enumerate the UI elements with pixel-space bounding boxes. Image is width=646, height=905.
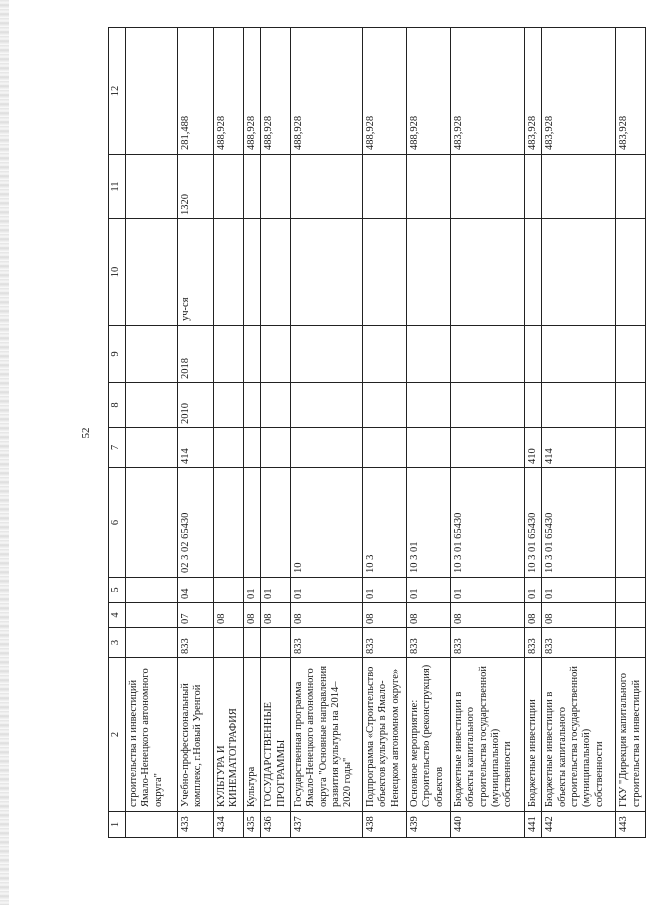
table-row <box>126 28 178 838</box>
table-cell-col9: 2018 <box>178 326 214 383</box>
table-cell-col10 <box>243 219 260 326</box>
table-cell-col1: 442 <box>542 812 616 838</box>
table-cell-col4: 08 <box>362 603 406 628</box>
table-cell-col8 <box>214 383 244 428</box>
table-cell-col9 <box>243 326 260 383</box>
table-row <box>290 28 362 838</box>
table-cell-col10 <box>406 219 450 326</box>
table-cell-col3: 833 <box>524 628 541 658</box>
table-cell-col5 <box>214 578 244 603</box>
table-cell-col1: 433 <box>178 812 214 838</box>
table-cell-col6: 10 3 01 65430 <box>524 468 541 578</box>
table-cell-col5: 01 <box>362 578 406 603</box>
table-cell-col8 <box>126 383 178 428</box>
table-cell-col11 <box>214 155 244 219</box>
table-cell-col12: 488,928 <box>362 28 406 155</box>
table-cell-col2: Бюджетные инвестиции в объекты капитального строительства государственной (муниципальной) собственности <box>542 658 616 812</box>
table-cell-col12: 483,928 <box>542 28 616 155</box>
table-cell-col10 <box>362 219 406 326</box>
table-cell-col7 <box>290 428 362 468</box>
table-cell-col1 <box>126 812 178 838</box>
table-cell-col9 <box>616 326 646 383</box>
table-cell-col12: 488,928 <box>243 28 260 155</box>
table-cell-col10 <box>542 219 616 326</box>
table-cell-col11 <box>616 155 646 219</box>
table-cell-col3: 833 <box>406 628 450 658</box>
table-cell-col8 <box>616 383 646 428</box>
table-cell-col7 <box>616 428 646 468</box>
table-cell-col9 <box>406 326 450 383</box>
table-cell-col10 <box>261 219 291 326</box>
table-cell-col4: 08 <box>406 603 450 628</box>
table-cell-col4: 08 <box>261 603 291 628</box>
header-cell-col10: 10 <box>109 219 126 326</box>
table-row <box>524 28 541 838</box>
table-cell-col4 <box>126 603 178 628</box>
table-cell-col3: 833 <box>178 628 214 658</box>
table-cell-col10 <box>450 219 524 326</box>
table-cell-col6 <box>261 468 291 578</box>
table-cell-col7 <box>261 428 291 468</box>
table-cell-col8 <box>450 383 524 428</box>
table-cell-col5: 01 <box>542 578 616 603</box>
table-cell-col12: 488,928 <box>290 28 362 155</box>
header-cell-col8: 8 <box>109 383 126 428</box>
header-cell-col2: 2 <box>109 658 126 812</box>
header-cell-col5: 5 <box>109 578 126 603</box>
table-row <box>214 28 244 838</box>
table-cell-col7 <box>243 428 260 468</box>
table-cell-col4: 07 <box>178 603 214 628</box>
table-cell-col9 <box>450 326 524 383</box>
table-cell-col7: 410 <box>524 428 541 468</box>
table-cell-col3 <box>214 628 244 658</box>
table-cell-col1: 438 <box>362 812 406 838</box>
table-cell-col2: ГОСУДАРСТВЕННЫЕ ПРОГРАММЫ <box>261 658 291 812</box>
table-cell-col2: Бюджетные инвестиции в объекты капитального строительства государственной (муниципальной) собственности <box>450 658 524 812</box>
table-cell-col12: 483,928 <box>616 28 646 155</box>
table-cell-col3 <box>126 628 178 658</box>
table-row <box>450 28 524 838</box>
table-cell-col2: Государственная программа Ямало-Ненецкого автономного округа "Основные направления развития культуры на 2014–2020 годы" <box>290 658 362 812</box>
table-cell-col4 <box>616 603 646 628</box>
table-row <box>178 28 214 838</box>
budget-table <box>108 27 646 838</box>
table-cell-col9 <box>290 326 362 383</box>
table-cell-col7 <box>406 428 450 468</box>
table-cell-col5: 01 <box>290 578 362 603</box>
table-cell-col11 <box>290 155 362 219</box>
table-cell-col1: 437 <box>290 812 362 838</box>
table-row <box>261 28 291 838</box>
table-cell-col5: 01 <box>524 578 541 603</box>
table-cell-col12: 488,928 <box>214 28 244 155</box>
table-cell-col2: Бюджетные инвестиции <box>524 658 541 812</box>
table-cell-col1: 443 <box>616 812 646 838</box>
table-cell-col2: Подпрограмма «Строительство объектов культуры в Ямало-Ненецком автономном округе» <box>362 658 406 812</box>
table-cell-col12: 281,488 <box>178 28 214 155</box>
table-cell-col5 <box>616 578 646 603</box>
table-row <box>616 28 646 838</box>
table-cell-col11 <box>243 155 260 219</box>
table-cell-col9 <box>214 326 244 383</box>
table-cell-col3 <box>243 628 260 658</box>
table-cell-col4: 08 <box>214 603 244 628</box>
table-cell-col6 <box>616 468 646 578</box>
table-cell-col7: 414 <box>178 428 214 468</box>
header-cell-col11: 11 <box>109 155 126 219</box>
table-cell-col8 <box>243 383 260 428</box>
table-cell-col3: 833 <box>290 628 362 658</box>
table-cell-col7: 414 <box>542 428 616 468</box>
table-cell-col7 <box>126 428 178 468</box>
table-cell-col10 <box>616 219 646 326</box>
table-cell-col9 <box>524 326 541 383</box>
table-cell-col12 <box>126 28 178 155</box>
header-cell-col1: 1 <box>109 812 126 838</box>
table-cell-col2: Культура <box>243 658 260 812</box>
table-cell-col5: 04 <box>178 578 214 603</box>
table-cell-col2: ГКУ "Дирекция капитального строительства и инвестиций <box>616 658 646 812</box>
table-cell-col8 <box>406 383 450 428</box>
table-cell-col6 <box>214 468 244 578</box>
table-cell-col5: 01 <box>261 578 291 603</box>
table-cell-col6: 10 3 01 65430 <box>450 468 524 578</box>
table-cell-col1: 440 <box>450 812 524 838</box>
table-row <box>542 28 616 838</box>
table-cell-col4: 08 <box>524 603 541 628</box>
table-cell-col5: 01 <box>243 578 260 603</box>
table-cell-col11 <box>261 155 291 219</box>
table-cell-col6 <box>243 468 260 578</box>
table-cell-col1: 435 <box>243 812 260 838</box>
table-cell-col3: 833 <box>362 628 406 658</box>
table-cell-col6: 10 <box>290 468 362 578</box>
table-cell-col10 <box>290 219 362 326</box>
page-number: 52 <box>80 427 92 439</box>
table-cell-col4: 08 <box>243 603 260 628</box>
header-cell-col6: 6 <box>109 468 126 578</box>
table-cell-col1: 434 <box>214 812 244 838</box>
table-cell-col7 <box>362 428 406 468</box>
header-cell-col3: 3 <box>109 628 126 658</box>
table-cell-col6: 10 3 <box>362 468 406 578</box>
scan-edge <box>0 0 9 905</box>
table-cell-col10 <box>214 219 244 326</box>
table-cell-col11 <box>524 155 541 219</box>
table-body <box>109 28 646 838</box>
table-cell-col1: 439 <box>406 812 450 838</box>
table-cell-col6 <box>126 468 178 578</box>
table-cell-col9 <box>126 326 178 383</box>
table-cell-col8 <box>542 383 616 428</box>
table-cell-col11 <box>362 155 406 219</box>
table-cell-col7 <box>450 428 524 468</box>
table-cell-col8 <box>261 383 291 428</box>
table-cell-col2: КУЛЬТУРА И КИНЕМАТОГРАФИЯ <box>214 658 244 812</box>
table-cell-col2: Основное мероприятие: Строительство (реконструкция) объектов <box>406 658 450 812</box>
table-cell-col6: 10 3 01 <box>406 468 450 578</box>
table-cell-col6: 10 3 01 65430 <box>542 468 616 578</box>
table-cell-col12: 488,928 <box>406 28 450 155</box>
table-cell-col5: 01 <box>406 578 450 603</box>
table-header-row <box>109 28 126 838</box>
table-cell-col7 <box>214 428 244 468</box>
table-cell-col9 <box>362 326 406 383</box>
table-cell-col12: 488,928 <box>261 28 291 155</box>
table-cell-col10 <box>126 219 178 326</box>
table-cell-col10: уч-ся <box>178 219 214 326</box>
table-row <box>406 28 450 838</box>
table-cell-col2: строительства и инвестиций Ямало-Ненецкого автономного округа" <box>126 658 178 812</box>
header-cell-col7: 7 <box>109 428 126 468</box>
table-cell-col8 <box>290 383 362 428</box>
table-cell-col2: Учебно-профессиональный комплекс, г.Новый Уренгой <box>178 658 214 812</box>
table-cell-col11 <box>126 155 178 219</box>
header-cell-col12: 12 <box>109 28 126 155</box>
table-cell-col3 <box>261 628 291 658</box>
header-cell-col9: 9 <box>109 326 126 383</box>
table-cell-col11 <box>542 155 616 219</box>
table-cell-col12: 483,928 <box>450 28 524 155</box>
table-cell-col1: 436 <box>261 812 291 838</box>
table-cell-col3: 833 <box>542 628 616 658</box>
table-cell-col4: 08 <box>542 603 616 628</box>
table-cell-col8 <box>524 383 541 428</box>
table-row <box>243 28 260 838</box>
table-cell-col8: 2010 <box>178 383 214 428</box>
table-cell-col8 <box>362 383 406 428</box>
table-cell-col11 <box>450 155 524 219</box>
table-row <box>362 28 406 838</box>
table-cell-col5: 01 <box>450 578 524 603</box>
header-cell-col4: 4 <box>109 603 126 628</box>
table-cell-col3 <box>616 628 646 658</box>
table-cell-col5 <box>126 578 178 603</box>
rotated-page <box>78 28 642 838</box>
table-cell-col11: 1320 <box>178 155 214 219</box>
table-cell-col10 <box>524 219 541 326</box>
table-cell-col3: 833 <box>450 628 524 658</box>
table-cell-col12: 483,928 <box>524 28 541 155</box>
table-cell-col4: 08 <box>290 603 362 628</box>
table-cell-col9 <box>542 326 616 383</box>
table-cell-col6: 02 3 02 65430 <box>178 468 214 578</box>
table-cell-col1: 441 <box>524 812 541 838</box>
table-cell-col11 <box>406 155 450 219</box>
table-cell-col9 <box>261 326 291 383</box>
table-cell-col4: 08 <box>450 603 524 628</box>
